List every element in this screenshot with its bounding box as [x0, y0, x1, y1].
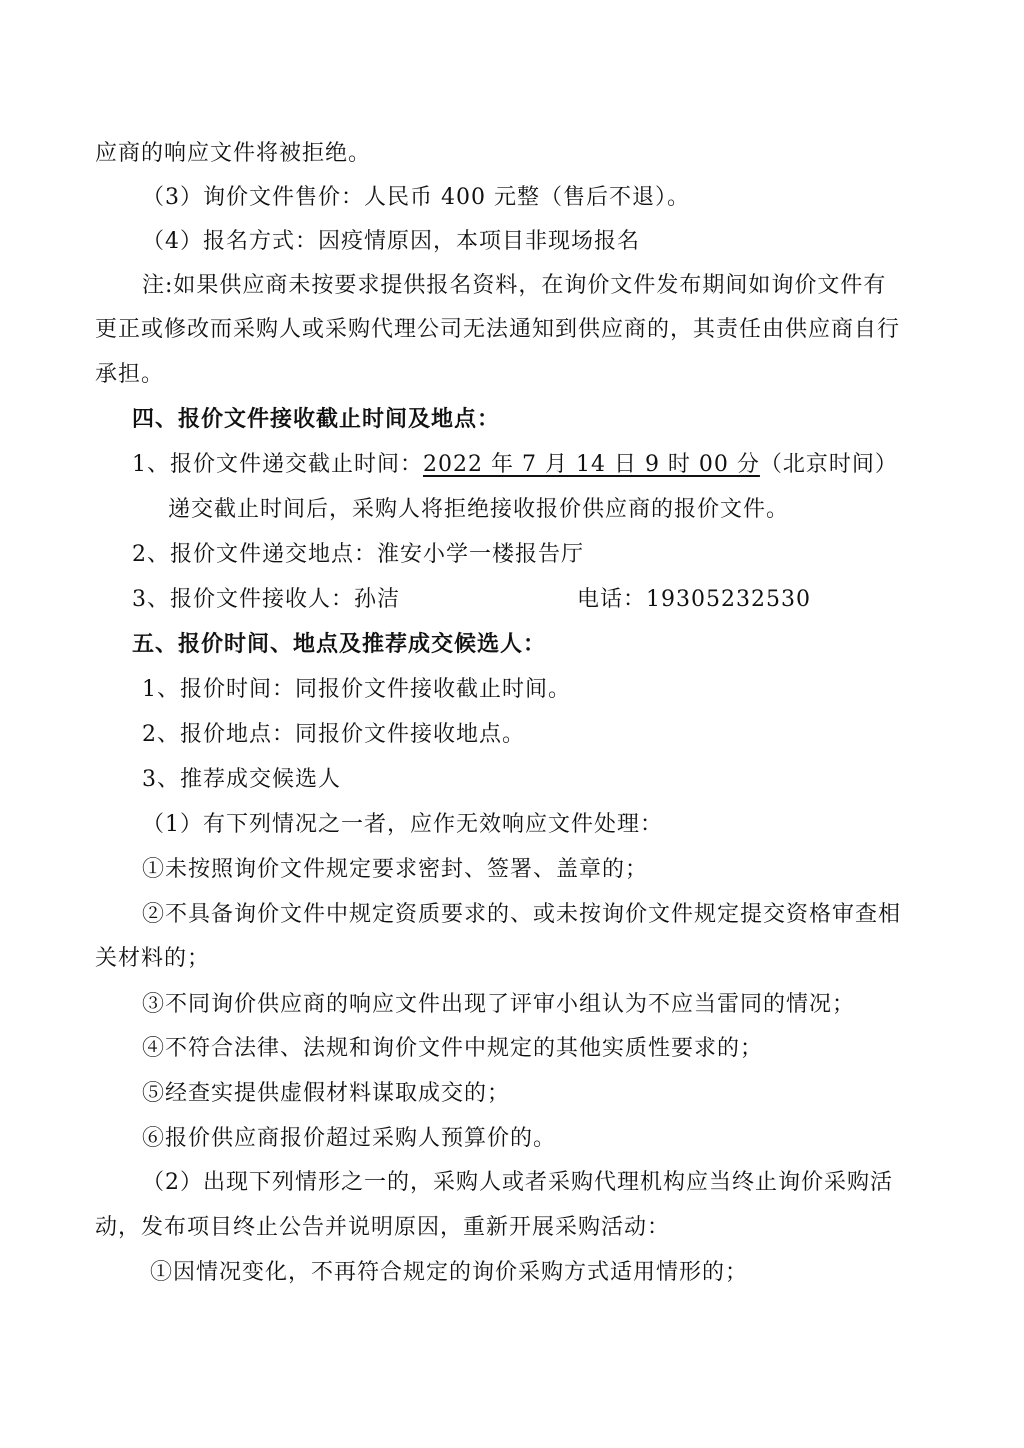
section-4-item-1	[132, 450, 898, 480]
section-4-item-3-recipient: 3、报价文件接收人：孙洁	[132, 587, 400, 612]
section-5-sub-1-f: ⑥报价供应商报价超过采购人预算价的。	[142, 1126, 557, 1151]
section-5-sub-2-intro-line-2: 动，发布项目终止公告并说明原因，重新开展采购活动：	[95, 1215, 671, 1240]
section-5-item-1: 1、报价时间：同报价文件接收截止时间。	[142, 677, 571, 702]
section-4-item-1-note: 递交截止时间后，采购人将拒绝接收报价供应商的报价文件。	[168, 497, 790, 522]
text-line-registration: （4）报名方式：因疫情原因，本项目非现场报名	[142, 229, 640, 254]
section-5-sub-1-d: ④不符合法律、法规和询价文件中规定的其他实质性要求的；	[142, 1036, 764, 1061]
text-line-continuation: 应商的响应文件将被拒绝。	[95, 141, 372, 166]
section-4-item-2: 2、报价文件递交地点：淮安小学一楼报告厅	[132, 542, 584, 567]
deadline-timezone: （北京时间）	[759, 452, 898, 477]
section-5-sub-1-e: ⑤经查实提供虚假材料谋取成交的；	[142, 1081, 511, 1106]
section-5-sub-1-intro: （1）有下列情况之一者，应作无效响应文件处理：	[142, 812, 663, 837]
section-5-sub-1-a: ①未按照询价文件规定要求密封、签署、盖章的；	[142, 857, 649, 882]
section-5-sub-1-b-line-1: ②不具备询价文件中规定资质要求的、或未按询价文件规定提交资格审查相	[142, 902, 902, 927]
deadline-value: 2022 年 7 月 14 日 9 时 00 分	[423, 452, 760, 477]
section-5-sub-2-a: ①因情况变化，不再符合规定的询价采购方式适用情形的；	[150, 1260, 749, 1285]
deadline-label: 1、报价文件递交截止时间：	[132, 452, 423, 477]
text-line-price: （3）询价文件售价：人民币 400 元整（售后不退）。	[142, 185, 690, 210]
text-line-note-2: 更正或修改而采购人或采购代理公司无法通知到供应商的，其责任由供应商自行	[95, 317, 901, 342]
section-5-sub-1-b-line-2: 关材料的；	[95, 946, 211, 971]
text-line-note-1: 注:如果供应商未按要求提供报名资料，在询价文件发布期间如询价文件有	[142, 273, 887, 298]
section-5-item-2: 2、报价地点：同报价文件接收地点。	[142, 722, 525, 747]
section-5-heading: 五、报价时间、地点及推荐成交候选人：	[132, 632, 547, 657]
text-line-note-3: 承担。	[95, 362, 165, 387]
section-5-sub-1-c: ③不同询价供应商的响应文件出现了评审小组认为不应当雷同的情况；	[142, 992, 856, 1017]
section-4-item-3-phone: 电话：19305232530	[577, 587, 811, 612]
section-5-sub-2-intro-line-1: （2）出现下列情形之一的，采购人或者采购代理机构应当终止询价采购活	[142, 1170, 893, 1195]
section-5-item-3: 3、推荐成交候选人	[142, 767, 341, 792]
section-4-heading: 四、报价文件接收截止时间及地点：	[132, 407, 501, 432]
